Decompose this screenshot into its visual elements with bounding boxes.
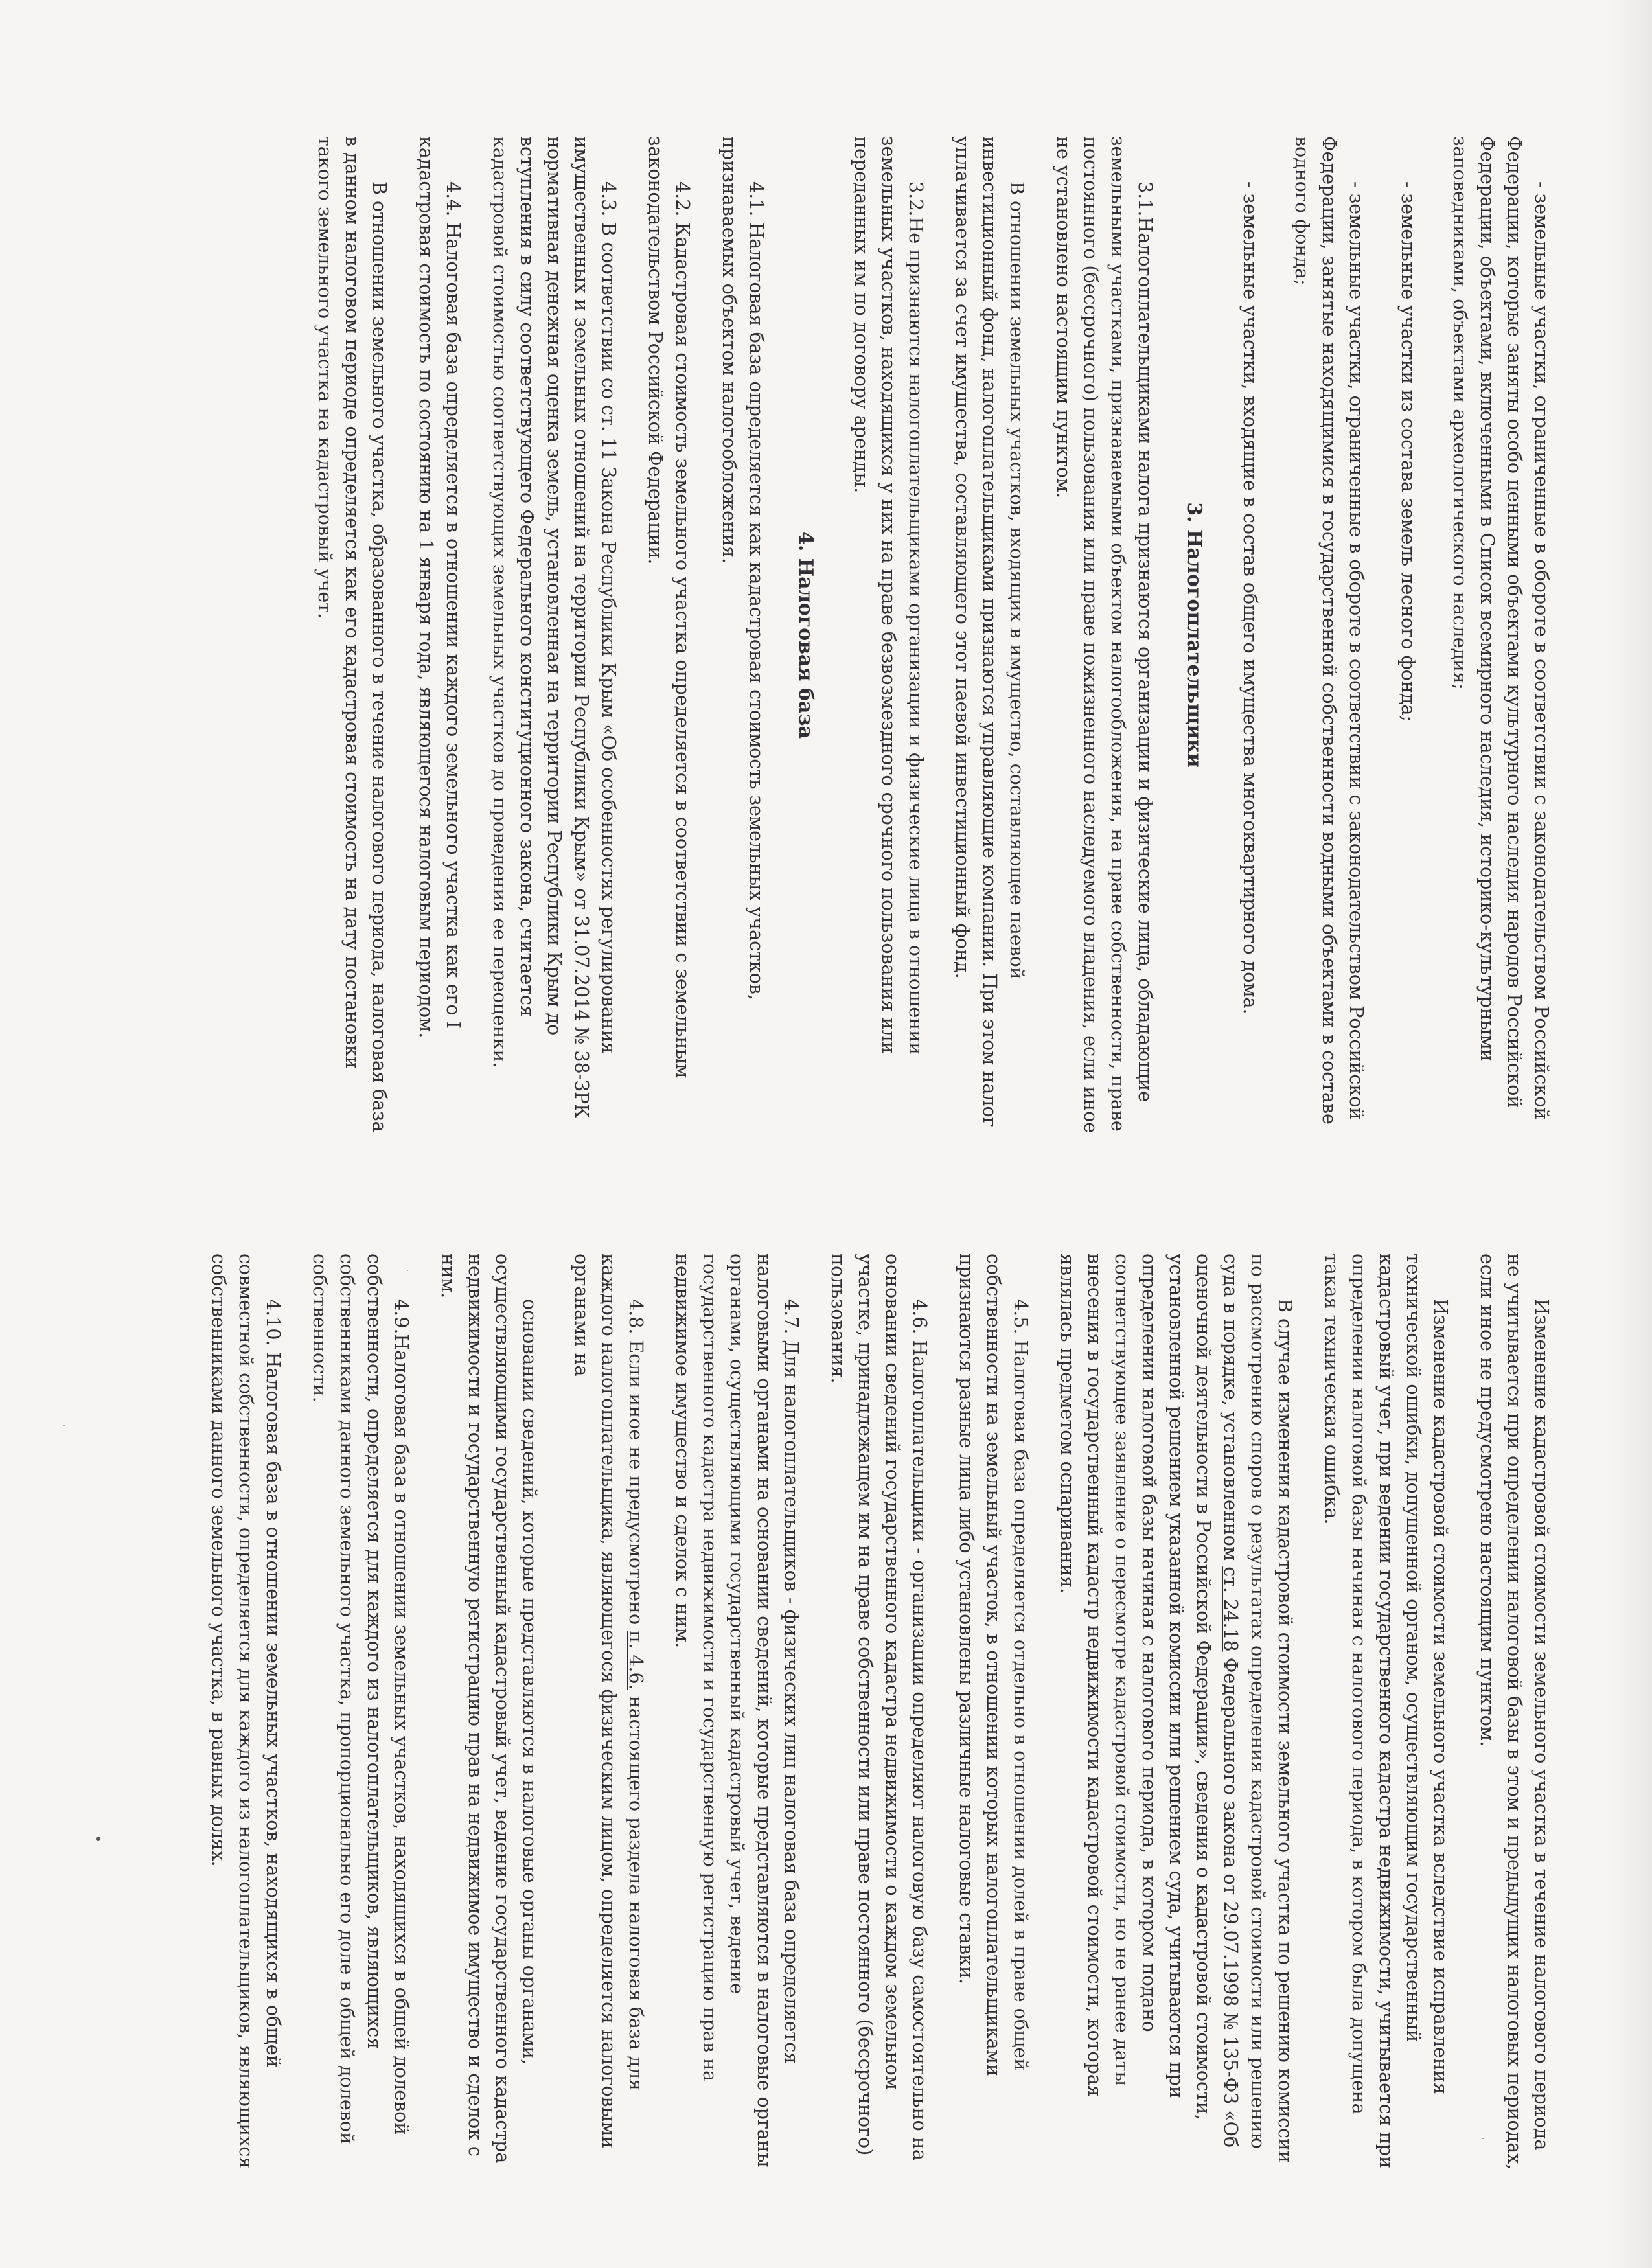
right-column <box>185 1254 1555 2173</box>
list-item-apartment-building: - земельные участки, входящие в состав общего имущества многоквартирного дома. <box>1239 181 1261 1014</box>
list-item-water-fund: - земельные участки, ограниченные в обороте в соответствии с законодательством Российской Федерации, занятые находящимися в государственной собственности водными объектами в составе водного фонда; <box>1291 136 1367 1125</box>
paragraph-3-2: 3.2.Не признаются налогоплательщиками организации и физические лица в отношении земельных участков, находящихся у них на праве безвозмездного срочного пользования или переданных им по договору аренды. <box>851 136 926 1055</box>
paragraph-4-10: 4.10. Налоговая база в отношении земельных участков, находящихся в общей совместной собственности, определяется для каждого из налогоплательщиков, являющихся собственниками данного земельного участка, в равных долях. <box>208 1254 284 2169</box>
court-decision-text-b: Федерального закона от 29.07.1998 № 135-ФЗ «Об оценочной деятельности в Российской Федерации», сведения о кадастровой стоимости, установленной решением указанной комиссии или решением суда, учитываются при определении налоговой базы начиная с налогового периода, в котором подано соответствующее заявление о пересмотре кадастровой стоимости, но не ранее даты внесения в государственный кадастр недвижимости кадастровой стоимости, которая являлась предметом оспаривания. <box>1057 1254 1241 2148</box>
list-item-forest-fund: - земельные участки из состава земель лесного фонда; <box>1397 181 1419 722</box>
left-column <box>292 136 1555 1134</box>
paragraph-4-4: 4.4. Налоговая база определяется в отношении каждого земельного участка как его I кадастровая стоимость по состоянию на 1 января года, являющегося налоговым периодом. <box>415 136 464 1038</box>
paragraph-4-6: 4.6. Налогоплательщики - организации определяют налоговую базу самостоятельно на основании сведений государственного кадастра недвижимости о каждом земельном участке, принадлежащем им на праве собственности или праве постоянного (бессрочного) пользования. <box>827 1254 930 2160</box>
scan-ink-dot <box>96 1837 100 1841</box>
paragraph-4-3: 4.3. В соответствии со ст. 11 Закона Республики Крым «Об особенностях регулирования имущественных и земельных отношений на территории Республики Крым» от 31.07.2014 № 38-ЗРК нормативная денежная оценка земель, установленная на территории Республики Крым до вступления в силу соответствующего Федерального конституционного закона, считается кадастровой стоимостью соответствующих земельных участков до проведения ее переоценки. <box>489 136 619 1119</box>
p48-text-b: настоящего раздела налоговая база для каждого налогоплательщика, являющегося физическим лицом, определяется налоговыми органами на <box>571 1254 647 2149</box>
paragraph-new-parcel: В отношении земельного участка, образованного в течение налогового периода, налоговая база в данном налоговом периоде определяется как его кадастровая стоимость на дату постановки такого земельного участка на кадастровый учет. <box>314 136 390 1132</box>
court-decision-text-a: В случае изменения кадастровой стоимости земельного участка по решению комиссии по рассмотрению споров о результатах определения кадастровой стоимости или решению суда в порядке, установленном <box>1220 1254 1296 2163</box>
paragraph-4-2: 4.2. Кадастровая стоимость земельного участка определяется в соответствии с земельным законодательством Российской Федерации. <box>645 136 693 1079</box>
section-heading-tax-base: 4. Налоговая база <box>794 531 817 739</box>
clause-4-6-link[interactable]: п. 4.6. <box>625 1631 647 1690</box>
scan-speck <box>407 1270 408 1271</box>
paragraph-4-8 <box>568 1254 649 2173</box>
paragraph-investment-fund: В отношении земельных участков, входящих в имущество, составляющее паевой инвестиционный фонд, налогоплательщиками признаются управляющие компании. При этом налог уплачивается за счет имущества, составляющего этот паевой инвестиционный фонд. <box>952 136 1027 1127</box>
list-item-cultural-heritage: - земельные участки, ограниченные в обороте в соответствии с законодательством Российской Федерации, которые заняты особо ценными объектами культурного наследия народов Российской Федерации, объектами, включенными в Список всемирного наследия, историко-культурными заповедниками, объектами археологического наследия; <box>1449 136 1552 1120</box>
paragraph-cadastral-change: Изменение кадастровой стоимости земельного участка в течение налогового периода не учитывается при определении налоговой базы в этом и предыдущих налоговых периодах, если иное не предусмотрено настоящим пунктом. <box>1476 1254 1552 2170</box>
scan-speck <box>1482 2138 1484 2139</box>
paragraph-4-8-continued: основании сведений, которые представляются в налоговые органы органами, осуществляющими государственный кадастровый учет, ведение государственного кадастра недвижимости и государственную регистрацию прав на недвижимое имущество и сделок с ним. <box>437 1254 540 2164</box>
section-heading-taxpayers: 3. Налогоплательщики <box>1183 502 1206 768</box>
paragraph-3-1: 3.1.Налогоплательщиками налога признаются организации и физические лица, обладающие земельными участками, признаваемыми объектом налогообложения, на праве собственности, праве постоянного (бессрочного) пользования или праве пожизненного наследуемого владения, если иное не установлено настоящим пунктом. <box>1053 136 1156 1134</box>
paragraph-4-9: 4.9.Налоговая база в отношении земельных участков, находящихся в общей долевой собственности, определяется для каждого из налогоплательщиков, являющихся собственниками данного земельного участка, пропорционально его доле в общей долевой собственности. <box>309 1254 412 2144</box>
paragraph-4-5: 4.5. Налоговая база определяется отдельно в отношении долей в праве общей собственности на земельный участок, в отношении которых налогоплательщиками признаются разные лица либо установлены различные налоговые ставки. <box>956 1254 1031 2076</box>
law-article-link[interactable]: ст. 24.18 <box>1220 1566 1241 1652</box>
paragraph-court-decision <box>1053 1254 1298 2173</box>
paragraph-4-1: 4.1. Налоговая база определяется как кадастровая стоимость земельных участков, признаваемых объектом налогообложения. <box>718 136 767 1000</box>
paragraph-technical-error: Изменение кадастровой стоимости земельного участка вследствие исправления технической ошибки, допущенной органом, осуществляющим государственный кадастровый учет, при ведении государственного кадастра недвижимости, учитывается при определении налоговой базы начиная с налогового периода, в котором была допущена такая техническая ошибка. <box>1321 1254 1451 2168</box>
scan-speck <box>63 1425 65 1426</box>
paragraph-4-7: 4.7. Для налогоплательщиков - физических лиц налоговая база определяется налоговыми органами на основании сведений, которые представляются в налоговые органы органами, осуществляющими государственный кадастровый учет, ведение государственного кадастра недвижимости и государственную регистрацию прав на недвижимое имущество и сделок с ним. <box>672 1254 802 2168</box>
p48-text-a: 4.8. Если иное не предусмотрено <box>625 1299 647 1631</box>
scan-edge-shadow <box>1613 0 1652 2268</box>
